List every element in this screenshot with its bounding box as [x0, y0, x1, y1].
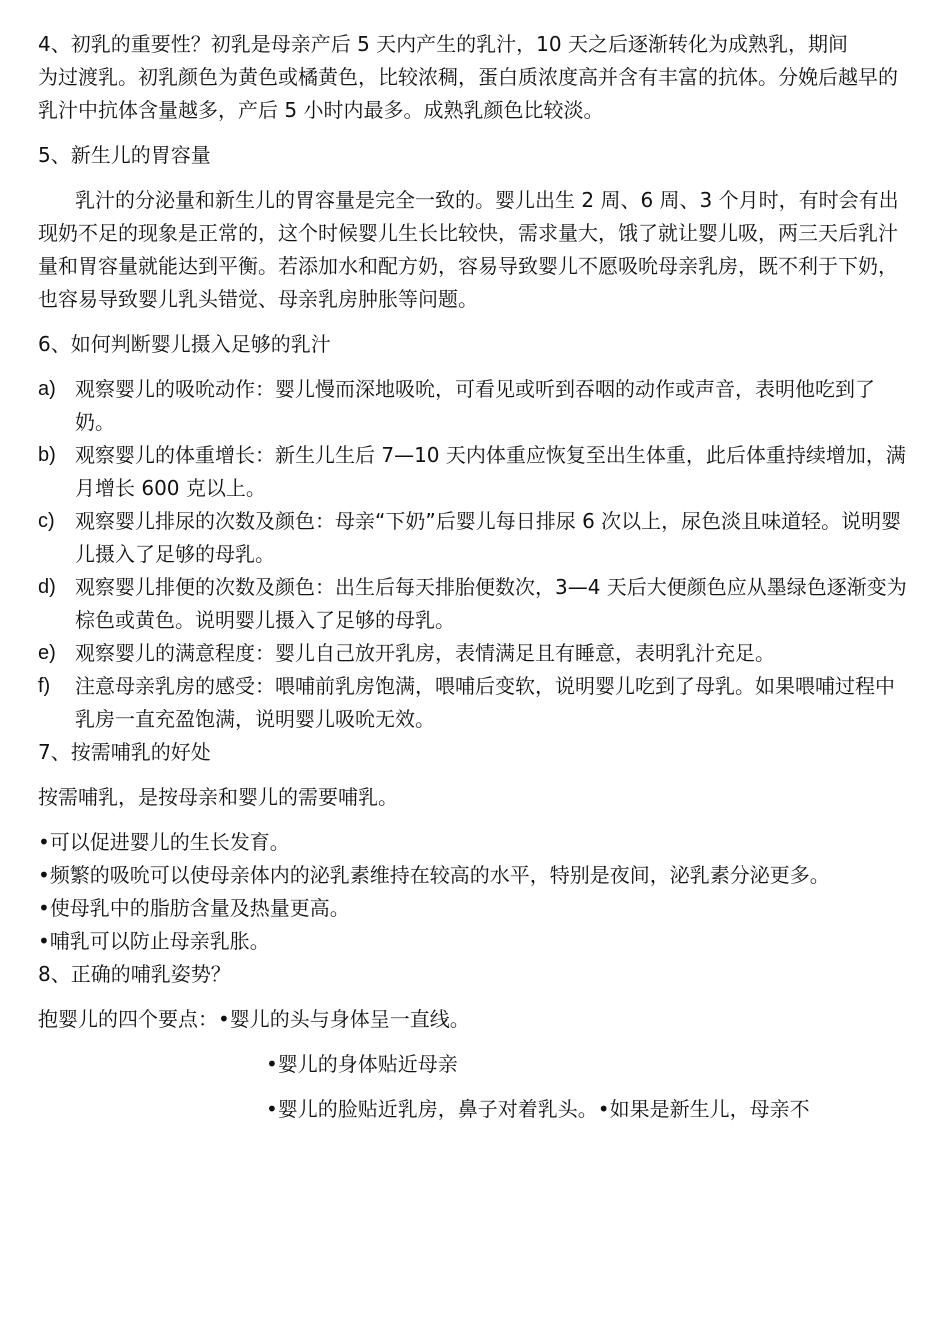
list-marker: d)	[38, 576, 56, 598]
section-7-heading: 7、按需哺乳的好处	[38, 740, 211, 764]
list-marker: c)	[38, 510, 55, 532]
benefit-list	[38, 826, 910, 958]
section-4-line1: 4、初乳的重要性？初乳是母亲产后 5 天内产生的乳汁，10 天之后逐渐转化为成熟乳，期间	[38, 32, 848, 56]
section-4-line2: 为过渡乳。初乳颜色为黄色或橘黄色，比较浓稠，蛋白质浓度高并含有丰富的抗体。分娩后越早的乳汁中抗体含量越多，产后 5 小时内最多。成熟乳颜色比较淡。	[38, 65, 898, 122]
list-item	[38, 439, 910, 505]
section-8-line1: 抱婴儿的四个要点：•婴儿的头与身体呈一直线。	[38, 1007, 470, 1031]
section-5-body: 乳汁的分泌量和新生儿的胃容量是完全一致的。婴儿出生 2 周、6 周、3 个月时，有时会有出现奶不足的现象是正常的，这个时候婴儿生长比较快，需求量大，饿了就让婴儿吸，两三天后乳汁量和胃容量就能达到平衡。若添加水和配方奶，容易导致婴儿不愿吸吮母亲乳房，既不利于下奶，也容易导致婴儿乳头错觉、母亲乳房肿胀等问题。	[38, 188, 899, 311]
bullet-item: •哺乳可以防止母亲乳胀。	[38, 929, 270, 953]
section-7-intro: 按需哺乳，是按母亲和婴儿的需要哺乳。	[38, 785, 398, 809]
list-marker: b)	[38, 444, 56, 466]
list-item	[38, 571, 910, 637]
section-8-line2: •婴儿的身体贴近母亲	[266, 1052, 458, 1076]
list-item	[38, 637, 910, 670]
list-item-text: 观察婴儿的满意程度：婴儿自己放开乳房，表情满足且有睡意，表明乳汁充足。	[75, 641, 775, 665]
list-item-text: 观察婴儿的体重增长：新生儿生后 7—10 天内体重应恢复至出生体重，此后体重持续增加，满月增长 600 克以上。	[75, 443, 906, 500]
list-item	[38, 505, 910, 571]
list-item	[38, 373, 910, 439]
section-6-heading: 6、如何判断婴儿摄入足够的乳汁	[38, 332, 331, 356]
section-8-line3: •婴儿的脸贴近乳房，鼻子对着乳头。•如果是新生儿，母亲不	[266, 1097, 810, 1121]
list-item-text: 观察婴儿排尿的次数及颜色：母亲“下奶”后婴儿每日排尿 6 次以上，尿色淡且味道轻。说明婴儿摄入了足够的母乳。	[75, 509, 902, 566]
list-item-text: 观察婴儿排便的次数及颜色：出生后每天排胎便数次，3—4 天后大便颜色应从墨绿色逐渐变为棕色或黄色。说明婴儿摄入了足够的母乳。	[75, 575, 907, 632]
list-marker: f)	[38, 675, 51, 697]
list-item	[38, 670, 910, 736]
document-page	[38, 28, 910, 1126]
list-item-text: 注意母亲乳房的感受：喂哺前乳房饱满，喂哺后变软，说明婴儿吃到了母乳。如果喂哺过程中乳房一直充盈饱满，说明婴儿吸吮无效。	[75, 674, 895, 731]
bullet-item: •可以促进婴儿的生长发育。	[38, 830, 290, 854]
list-item-text: 观察婴儿的吸吮动作：婴儿慢而深地吸吮，可看见或听到吞咽的动作或声音，表明他吃到了奶。	[75, 377, 875, 434]
list-marker: e)	[38, 642, 56, 664]
section-8-heading: 8、正确的哺乳姿势？	[38, 962, 231, 986]
observation-list	[38, 373, 910, 736]
section-5-heading: 5、新生儿的胃容量	[38, 143, 211, 167]
bullet-item: •使母乳中的脂肪含量及热量更高。	[38, 896, 350, 920]
bullet-item: •频繁的吸吮可以使母亲体内的泌乳素维持在较高的水平，特别是夜间，泌乳素分泌更多。	[38, 863, 830, 887]
list-marker: a)	[38, 378, 56, 400]
